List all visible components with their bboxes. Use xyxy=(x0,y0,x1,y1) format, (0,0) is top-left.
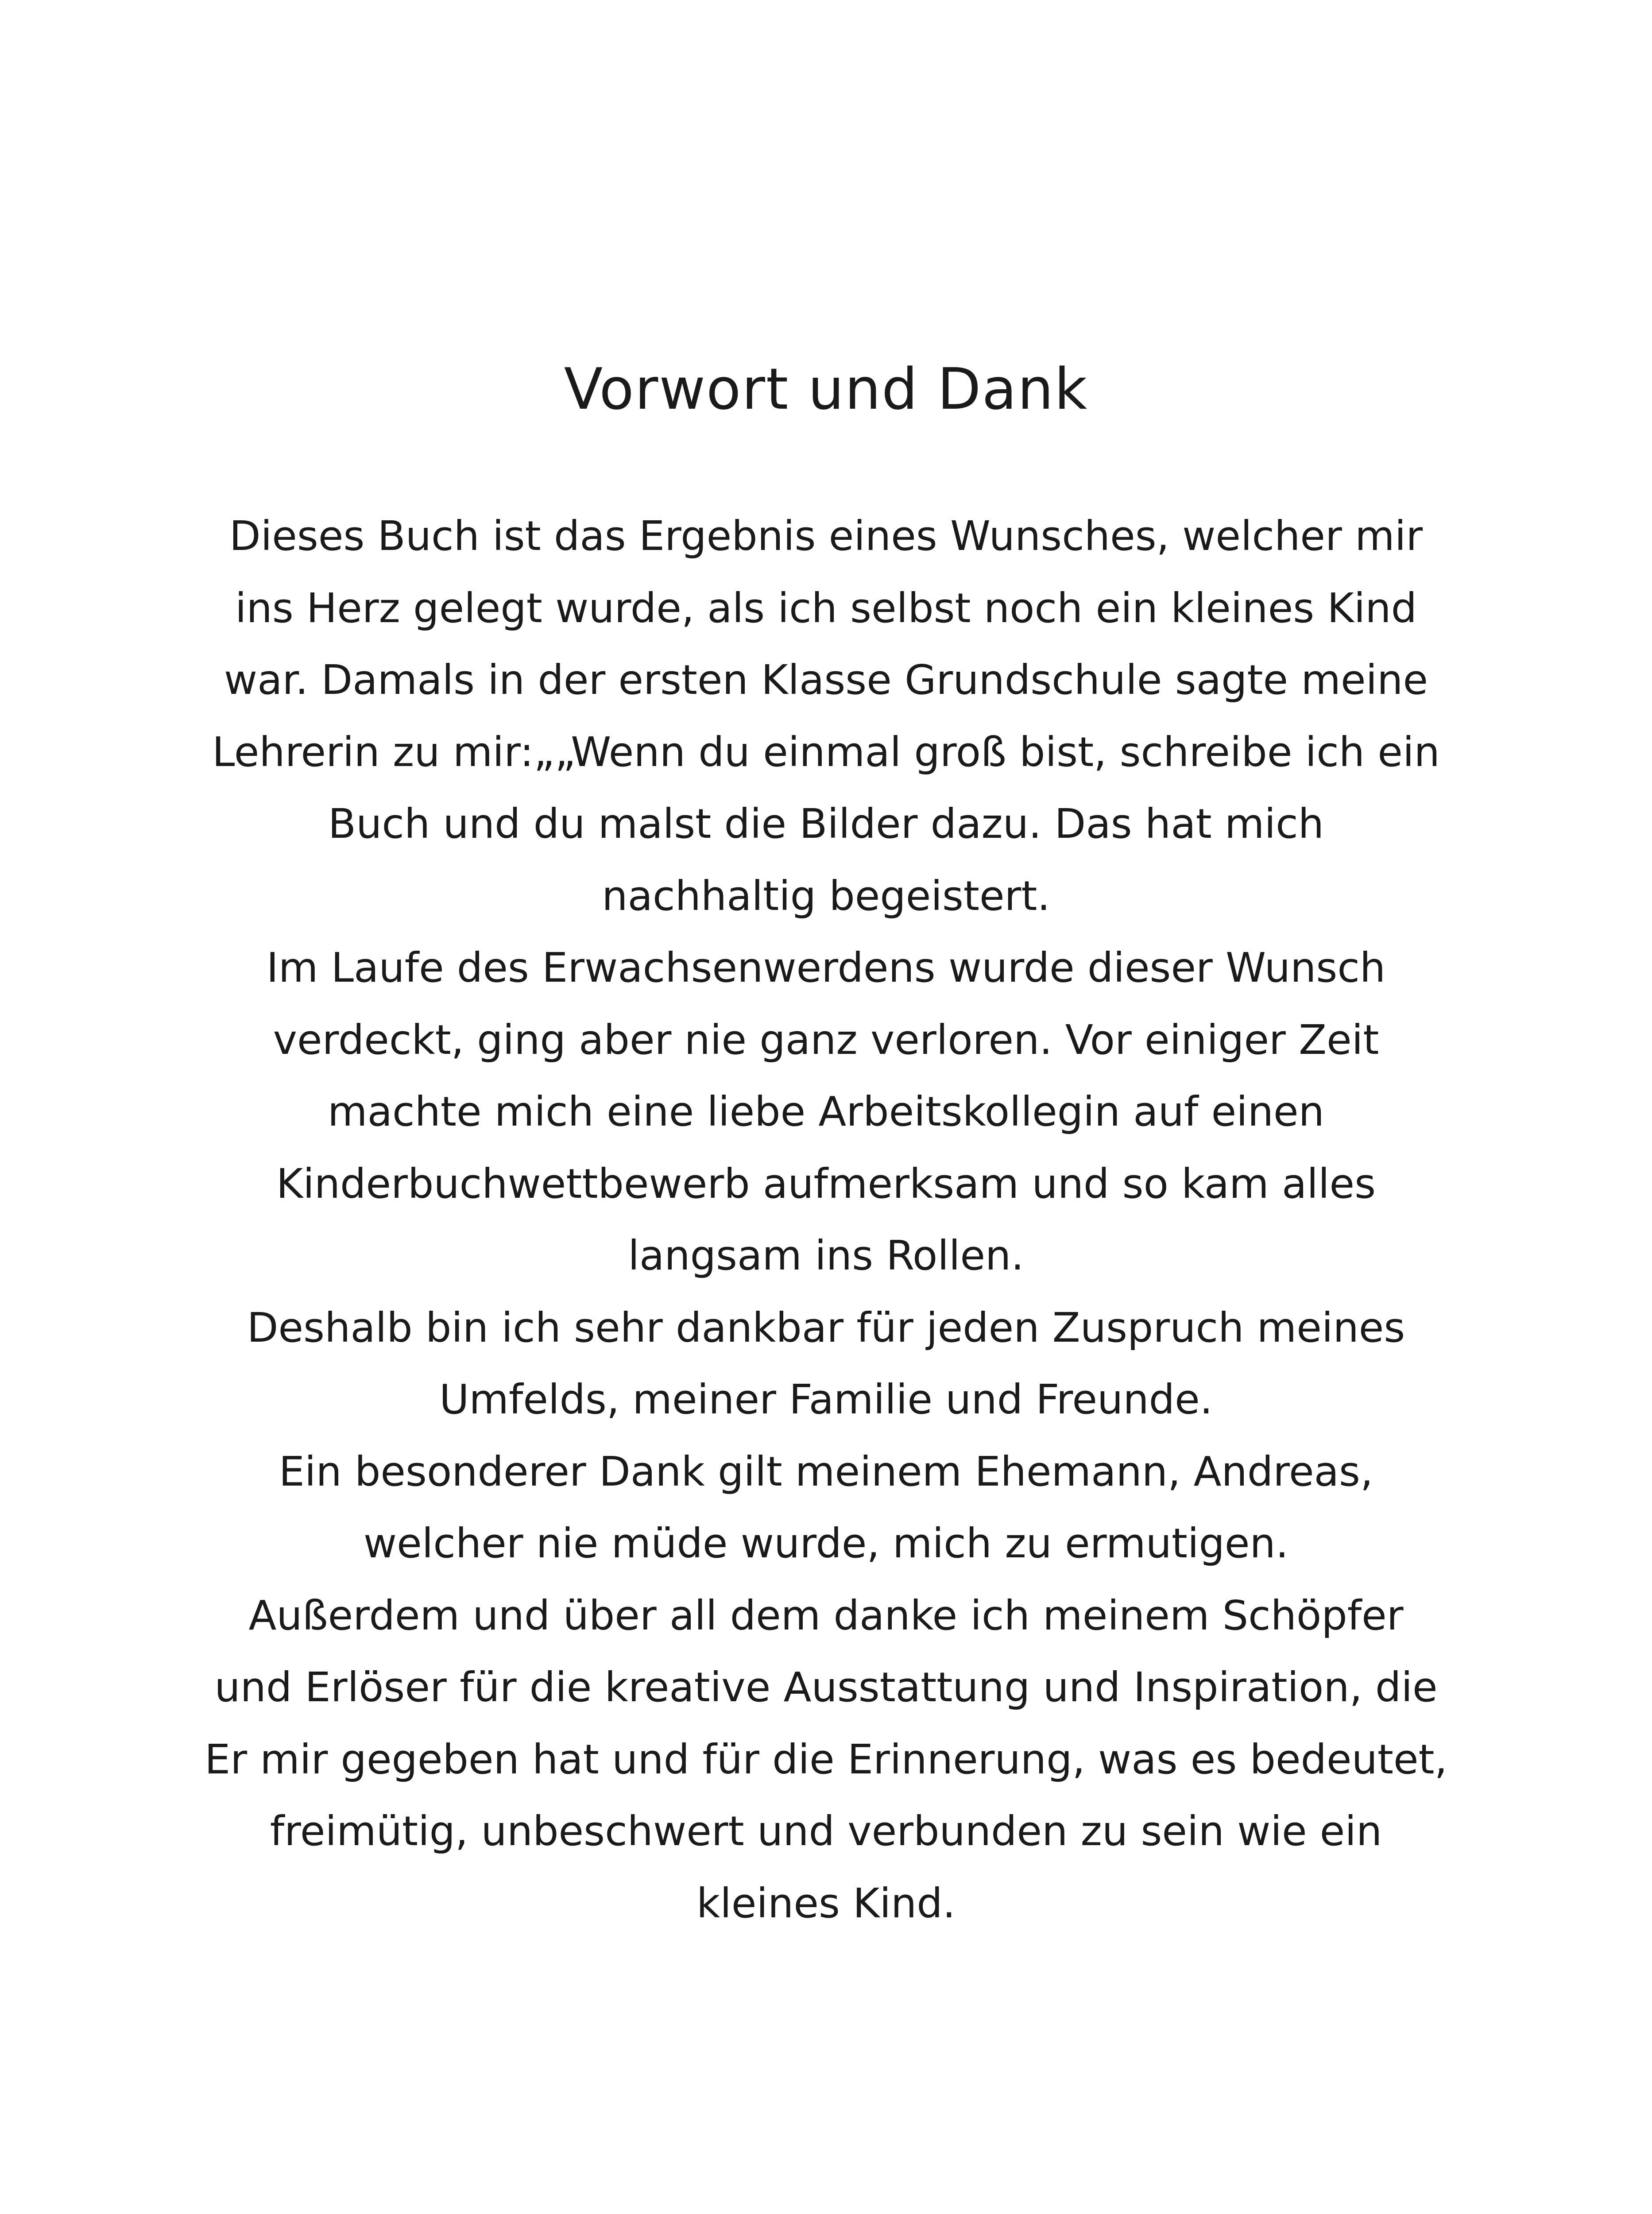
text-line: Kinderbuchwettbewerb aufmerksam und so kam alles xyxy=(276,1160,1376,1208)
text-line: Außerdem und über all dem danke ich meinem Schöpfer xyxy=(248,1591,1404,1639)
text-line: Im Laufe des Erwachsenwerdens wurde dieser Wunsch xyxy=(266,944,1386,991)
text-line: Er mir gegeben hat und für die Erinnerung, was es bedeutet, xyxy=(205,1735,1447,1783)
text-line: verdeckt, ging aber nie ganz verloren. Vor einiger Zeit xyxy=(273,1016,1379,1064)
text-line: freimütig, unbeschwert und verbunden zu sein wie ein xyxy=(270,1808,1382,1855)
text-line: ins Herz gelegt wurde, als ich selbst noch ein kleines Kind xyxy=(235,584,1417,632)
text-line: kleines Kind. xyxy=(696,1879,956,1927)
text-line: Deshalb bin ich sehr dankbar für jeden Zuspruch meines xyxy=(247,1304,1405,1351)
text-line: machte mich eine liebe Arbeitskollegin auf einen xyxy=(328,1088,1324,1135)
text-line: nachhaltig begeistert. xyxy=(602,872,1050,920)
text-line: Ein besonderer Dank gilt meinem Ehemann, Andreas, xyxy=(279,1448,1373,1495)
text-line: und Erlöser für die kreative Ausstattung und Inspiration, die xyxy=(214,1664,1438,1711)
page-title: Vorwort und Dank xyxy=(564,356,1088,422)
text-line: Dieses Buch ist das Ergebnis eines Wunsches, welcher mir xyxy=(229,512,1423,560)
text-line: welcher nie müde wurde, mich zu ermutigen. xyxy=(363,1520,1289,1567)
text-line: Buch und du malst die Bilder dazu. Das hat mich xyxy=(328,800,1324,848)
text-line: Umfelds, meiner Familie und Freunde. xyxy=(439,1376,1213,1423)
text-line: Lehrerin zu mir:„„Wenn du einmal groß bist, schreibe ich ein xyxy=(212,728,1440,776)
text-line: langsam ins Rollen. xyxy=(628,1232,1024,1279)
text-line: war. Damals in der ersten Klasse Grundschule sagte meine xyxy=(224,656,1428,704)
foreword-text xyxy=(0,500,1652,1939)
